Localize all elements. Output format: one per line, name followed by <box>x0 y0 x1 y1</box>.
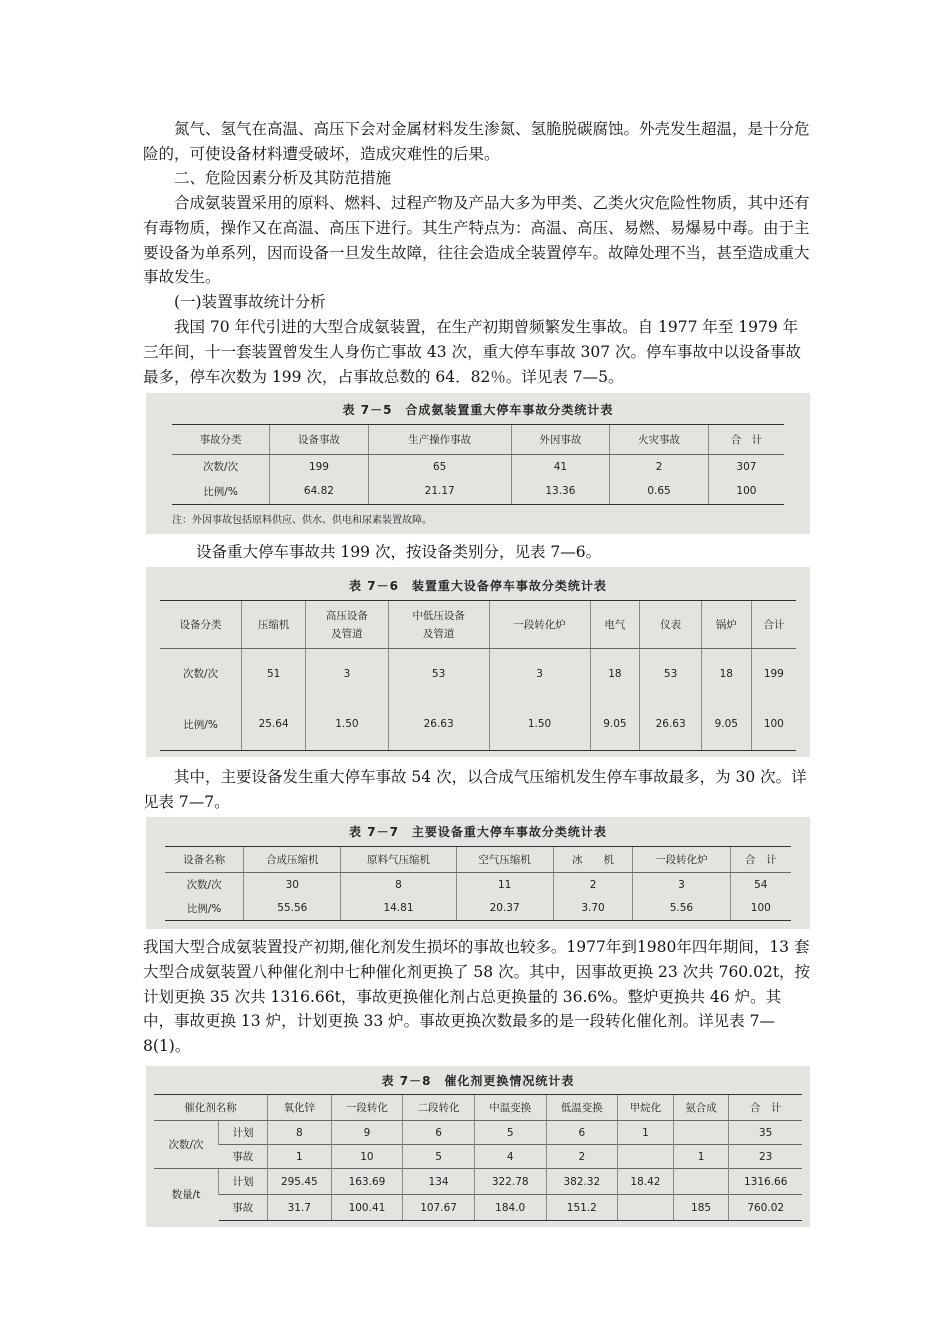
table-cell: 1 <box>673 1145 729 1169</box>
table-cell: 295.45 <box>268 1169 332 1195</box>
table-cell: 火灾事故 <box>610 425 709 455</box>
table-cell: 冰 机 <box>553 847 633 873</box>
table-7-7-image <box>146 817 810 929</box>
table-cell: 382.32 <box>546 1169 618 1195</box>
table-cell: 18 <box>701 649 751 699</box>
table-cell: 100 <box>708 479 784 505</box>
table-cell: 35 <box>729 1121 802 1145</box>
table-7-5 <box>172 424 784 505</box>
table-cell: 55.56 <box>244 897 341 921</box>
table-cell: 23 <box>729 1145 802 1169</box>
table-cell: 9 <box>331 1121 403 1145</box>
table-cell: 31.7 <box>268 1195 332 1221</box>
table-cell: 6 <box>546 1121 618 1145</box>
table-cell: 数量/t <box>154 1169 219 1221</box>
table-cell: 比例/% <box>165 897 244 921</box>
table-7-6-image <box>146 567 810 757</box>
table-cell: 100.41 <box>331 1195 403 1221</box>
paragraph-8: 我国大型合成氨装置投产初期,催化剂发生损坏的事故也较多。1977年到1980年四年期间，13 套大型合成氨装置八种催化剂中七种催化剂更换了 58 次。其中，因事故更换 23 次共 760.02t，按计划更换 35 次共 1316.66t，事故更换催化剂占总更换量的 36.6%。整炉更换共 46 炉。其中，事故更换 13 炉，计划更换 33 炉。事故更换次数最多的是一段转化催化剂。详见表 7—8(1)。 <box>143 938 811 1056</box>
table-cell: 9.05 <box>590 699 640 751</box>
table-cell <box>618 1145 674 1169</box>
table-cell: 合 计 <box>708 425 784 455</box>
table-cell: 催化剂名称 <box>154 1095 268 1121</box>
table-cell: 甲烷化 <box>618 1095 674 1121</box>
table-7-6-caption: 表 7－6 装置重大设备停车事故分类统计表 <box>349 579 607 593</box>
table-7-5-note: 注：外因事故包括原料供应、供水、供电和尿素装置故障。 <box>172 515 432 526</box>
table-cell: 9.05 <box>701 699 751 751</box>
table-cell: 53 <box>640 649 702 699</box>
table-cell: 322.78 <box>474 1169 546 1195</box>
table-cell: 64.82 <box>270 479 369 505</box>
table-cell: 41 <box>511 455 610 479</box>
table-cell: 163.69 <box>331 1169 403 1195</box>
table-cell: 1316.66 <box>729 1169 802 1195</box>
table-cell: 电气 <box>590 601 640 649</box>
section-heading: 二、危险因素分析及其防范措施 <box>174 169 392 187</box>
table-cell: 设备分类 <box>160 601 242 649</box>
table-cell: 设备事故 <box>270 425 369 455</box>
table-cell <box>673 1121 729 1145</box>
table-7-6 <box>160 600 796 751</box>
table-cell: 760.02 <box>729 1195 802 1221</box>
paragraph-1: 氮气、氢气在高温、高压下会对金属材料发生渗氮、氢脆脱碳腐蚀。外壳发生超温，是十分危险的，可使设备材料遭受破坏，造成灾难性的后果。 <box>143 120 810 163</box>
paragraph-7: 其中，主要设备发生重大停车事故 54 次，以合成气压缩机发生停车事故最多，为 30 次。详见表 7—7。 <box>143 768 807 811</box>
table-cell: 10 <box>331 1145 403 1169</box>
table-cell: 计划 <box>219 1121 268 1145</box>
table-cell: 次数/次 <box>168 1139 204 1151</box>
table-cell: 26.63 <box>640 699 702 751</box>
table-cell: 次数/次 <box>203 461 239 474</box>
table-cell: 1.50 <box>489 699 590 751</box>
table-cell: 13.36 <box>511 479 610 505</box>
table-cell: 一段转化炉 <box>633 847 730 873</box>
table-cell: 25.64 <box>242 699 306 751</box>
table-cell: 事故 <box>219 1145 268 1169</box>
table-cell <box>673 1169 729 1195</box>
table-cell: 100 <box>730 897 791 921</box>
table-7-5-image <box>146 393 810 534</box>
table-cell: 氧化锌 <box>268 1095 332 1121</box>
paragraph-3: 合成氨装置采用的原料、燃料、过程产物及产品大多为甲类、乙类火灾危险性物质，其中还有有毒物质，操作又在高温、高压下进行。其生产特点为：高温、高压、易燃、易爆易中毒。由于主要设备为单系列，因而设备一旦发生故障，往往会造成全装置停车。故障处理不当，甚至造成重大事故发生。 <box>143 194 810 287</box>
table-cell: 合成压缩机 <box>244 847 341 873</box>
table-cell: 199 <box>751 649 796 699</box>
table-cell: 事故 <box>219 1195 268 1221</box>
table-cell: 53 <box>388 649 489 699</box>
table-cell: 外因事故 <box>511 425 610 455</box>
table-cell: 5 <box>403 1145 475 1169</box>
table-cell: 199 <box>270 455 369 479</box>
table-cell: 合 计 <box>729 1095 802 1121</box>
table-cell: 1 <box>618 1121 674 1145</box>
table-cell: 11 <box>456 873 553 897</box>
table-cell: 生产操作事故 <box>368 425 511 455</box>
table-cell: 6 <box>403 1121 475 1145</box>
table-cell: 二段转化 <box>403 1095 475 1121</box>
table-cell: 151.2 <box>546 1195 618 1221</box>
table-cell: 空气压缩机 <box>456 847 553 873</box>
table-cell: 合 计 <box>730 847 791 873</box>
table-cell: 185 <box>673 1195 729 1221</box>
table-cell: 计划 <box>219 1169 268 1195</box>
table-7-7-caption: 表 7－7 主要设备重大停车事故分类统计表 <box>349 825 607 839</box>
table-cell: 设备名称 <box>165 847 244 873</box>
table-cell: 中低压设备 及管道 <box>388 601 489 649</box>
table-cell: 8 <box>341 873 456 897</box>
table-cell: 54 <box>730 873 791 897</box>
table-cell: 8 <box>268 1121 332 1145</box>
table-cell: 压缩机 <box>242 601 306 649</box>
table-cell: 2 <box>553 873 633 897</box>
table-cell: 比例/% <box>172 479 270 505</box>
table-cell: 3 <box>633 873 730 897</box>
table-cell: 次数/次 <box>183 668 219 681</box>
table-7-8-image <box>146 1066 810 1227</box>
table-cell: 原料气压缩机 <box>341 847 456 873</box>
table-cell: 仪表 <box>640 601 702 649</box>
table-cell: 一段转化 <box>331 1095 403 1121</box>
table-cell: 4 <box>474 1145 546 1169</box>
table-cell: 2 <box>610 455 709 479</box>
table-7-7 <box>165 846 791 921</box>
table-cell: 30 <box>244 873 341 897</box>
table-cell: 51 <box>242 649 306 699</box>
table-cell: 18 <box>590 649 640 699</box>
table-cell: 合计 <box>751 601 796 649</box>
table-cell: 100 <box>751 699 796 751</box>
table-cell: 1 <box>268 1145 332 1169</box>
table-cell: 14.81 <box>341 897 456 921</box>
table-cell <box>618 1195 674 1221</box>
table-cell: 高压设备 及管道 <box>306 601 388 649</box>
paragraph-6: 设备重大停车事故共 199 次，按设备类别分，见表 7—6。 <box>196 543 602 561</box>
table-cell: 307 <box>708 455 784 479</box>
table-cell: 3.70 <box>553 897 633 921</box>
table-cell: 26.63 <box>388 699 489 751</box>
table-7-8 <box>154 1094 802 1221</box>
table-cell: 比例/% <box>160 699 242 751</box>
table-cell: 锅炉 <box>701 601 751 649</box>
table-cell: 5 <box>474 1121 546 1145</box>
table-cell: 3 <box>306 649 388 699</box>
table-cell: 中温变换 <box>474 1095 546 1121</box>
table-7-5-caption: 表 7－5 合成氨装置重大停车事故分类统计表 <box>342 403 614 417</box>
table-cell: 107.67 <box>403 1195 475 1221</box>
paragraph-5: 我国 70 年代引进的大型合成氨装置，在生产初期曾频繁发生事故。自 1977 年至 1979 年三年间，十一套装置曾发生人身伤亡事故 43 次，重大停车事故 307 次。停车事故中以设备事故最多，停车次数为 199 次，占事故总数的 64．82％。详见表 7—5。 <box>143 318 802 386</box>
table-cell: 18.42 <box>618 1169 674 1195</box>
table-cell: 21.17 <box>368 479 511 505</box>
table-cell: 3 <box>489 649 590 699</box>
subsection-heading: (一)装置事故统计分析 <box>174 293 326 311</box>
table-cell: 次数/次 <box>186 879 222 892</box>
table-cell: 低温变换 <box>546 1095 618 1121</box>
table-cell: 134 <box>403 1169 475 1195</box>
table-cell: 2 <box>546 1145 618 1169</box>
table-cell: 氨合成 <box>673 1095 729 1121</box>
table-cell: 20.37 <box>456 897 553 921</box>
table-cell: 0.65 <box>610 479 709 505</box>
table-7-8-caption: 表 7－8 催化剂更换情况统计表 <box>381 1074 575 1088</box>
table-cell: 184.0 <box>474 1195 546 1221</box>
table-cell: 1.50 <box>306 699 388 751</box>
table-cell: 5.56 <box>633 897 730 921</box>
table-cell: 事故分类 <box>172 425 270 455</box>
table-cell: 65 <box>368 455 511 479</box>
table-cell: 一段转化炉 <box>489 601 590 649</box>
